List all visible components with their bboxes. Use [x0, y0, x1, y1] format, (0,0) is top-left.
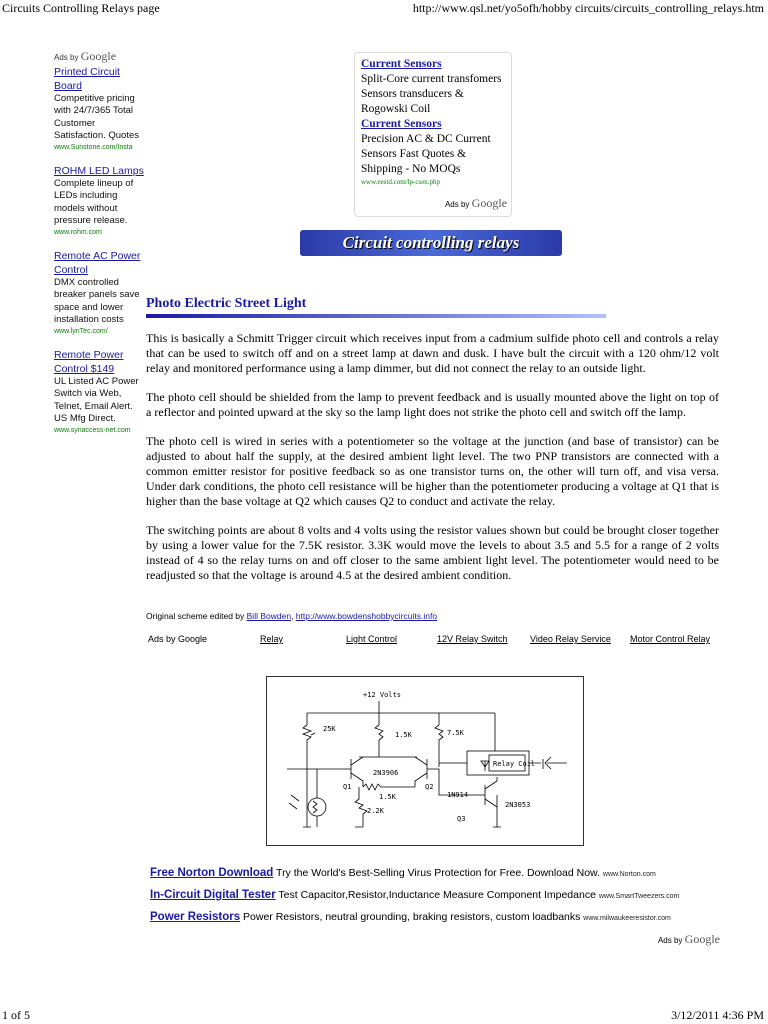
resistor-7-5k: [435, 725, 443, 767]
sidebar-ad[interactable]: [54, 249, 146, 336]
bottom-ad-url[interactable]: www.Norton.com: [602, 871, 656, 878]
paragraph: The photo cell is wired in series with a potentiometer so the voltage at the junction (and base of transistor) can be adjusted to about half the supply, at the desired ambient light level. The two PNP transistors are connected with a common emitter resistor for positive feedback so as one transistor turns on, the other will turn off, and visa versa. Under dark conditions, the photo cell resistance will be higher than the potentiometer producing a voltage at Q1 that is higher than the base voltage at Q2 which causes Q2 to conduct and activate the relay.: [146, 434, 719, 508]
link-bar-link[interactable]: Video Relay Service: [530, 634, 611, 644]
svg-text:Q2: Q2: [425, 783, 434, 791]
bottom-ad[interactable]: [150, 863, 730, 885]
diode-1n914: [481, 761, 489, 771]
sidebar-ad-desc: Complete lineup of LEDs including models without pressure release.: [54, 177, 134, 226]
sidebar-ad-url[interactable]: www.rohm.com: [54, 228, 102, 236]
source-link[interactable]: http://www.bowdenshobbycircuits.info: [295, 611, 438, 621]
sidebar-ad-url[interactable]: www.Sunstone.com/Insta: [54, 143, 133, 151]
transistor-q1: [287, 757, 363, 787]
sidebar-ad-title[interactable]: Remote Power Control $149: [54, 348, 124, 375]
svg-text:Relay Coil: Relay Coil: [493, 760, 536, 768]
svg-text:1N914: 1N914: [447, 791, 469, 799]
top-ad-url[interactable]: www.eestd.com/lp-csen.php: [361, 178, 441, 186]
bottom-ad[interactable]: [150, 885, 730, 907]
link-bar-link[interactable]: Relay: [260, 634, 284, 644]
sidebar-ad-title[interactable]: Printed Circuit Board: [54, 65, 120, 92]
top-ad-box: [354, 52, 512, 217]
sidebar-ad-url[interactable]: www.lynTec.com/: [54, 327, 108, 335]
potentiometer-25k: [303, 725, 311, 755]
link-bar-link[interactable]: 12V Relay Switch: [437, 634, 508, 644]
bottom-ads: [150, 863, 730, 951]
print-datetime: 3/12/2011 4:36 PM: [671, 1008, 764, 1022]
bottom-ad-desc: Test Capacitor,Resistor,Inductance Measure Component Impedance: [275, 889, 599, 901]
paragraph: The switching points are about 8 volts and 4 volts using the resistor values shown but could be brought closer together by using a lower value for the 7.5K resistor. 3.3K would move the levels to about 3.5 and 5.5 for a range of 2 volts instead of 4 so the relay turns on and off closer to the same ambient light level. The potentiometer would need to be readjusted so that the voltage is around 4.5 at the desired ambient condition.: [146, 523, 719, 582]
credit-line: Original scheme edited by Bill Bowden, http://www.bowdenshobbycircuits.info: [146, 611, 438, 621]
ads-by-google-label: Ads by Google: [444, 196, 507, 210]
top-ad-title[interactable]: Current Sensors: [361, 118, 442, 130]
sidebar-ad-desc: Competitive pricing with 24/7/365 Total Customer Satisfaction. Quotes: [54, 92, 140, 141]
bottom-ad-title[interactable]: In-Circuit Digital Tester: [150, 889, 276, 901]
bottom-ad-title[interactable]: Power Resistors: [150, 911, 241, 923]
sidebar-ad[interactable]: [54, 164, 146, 237]
author-link[interactable]: Bill Bowden: [246, 611, 292, 621]
page-banner: Circuit controlling relays: [300, 230, 562, 256]
top-ad-desc: Split-Core current transfomers Sensors transducers & Rogowski Coil: [361, 73, 502, 115]
bottom-ad-url[interactable]: www.SmartTweezers.com: [598, 893, 680, 900]
section-title: Photo Electric Street Light: [146, 296, 307, 311]
sidebar-ad[interactable]: [54, 65, 146, 152]
svg-text:2N3906: 2N3906: [373, 769, 399, 777]
sidebar-ads: [54, 50, 146, 447]
transistor-q3: [439, 777, 497, 827]
sidebar-ad-title[interactable]: ROHM LED Lamps: [54, 164, 144, 177]
print-header: [0, 0, 768, 16]
paragraph: The photo cell should be shielded from the lamp to prevent feedback and is usually mounted above the light on top of a reflector and pointed upward at the sky so the lamp light does not strike the photo cell and switch off the lamp.: [146, 390, 719, 419]
supply-label: +12 Volts: [363, 691, 401, 699]
sidebar-ad-desc: DMX controlled breaker panels save space and lower installation costs: [54, 276, 140, 325]
svg-text:7.5K: 7.5K: [447, 729, 464, 737]
ads-by-google-label: Ads by Google: [657, 932, 720, 946]
svg-text:1.5K: 1.5K: [379, 793, 396, 801]
top-ad-desc: Precision AC & DC Current Sensors Fast Quotes & Shipping - No MOQs: [361, 133, 491, 175]
link-bar-link[interactable]: Light Control: [346, 634, 398, 644]
resistor-1-5k: [359, 725, 417, 757]
svg-text:2.2K: 2.2K: [367, 807, 384, 815]
article-body: [146, 331, 719, 597]
bottom-ad-desc: Try the World's Best-Selling Virus Protection for Free. Download Now.: [273, 867, 603, 879]
sidebar-ad-title[interactable]: Remote AC Power Control: [54, 249, 141, 276]
link-bar-link[interactable]: Motor Control Relay: [630, 634, 711, 644]
sidebar-ad-desc: UL Listed AC Power Switch via Web, Telnet, Email Alert. US Mfg Direct.: [54, 375, 139, 424]
print-footer: [0, 1008, 768, 1024]
page-url: http://www.qsl.net/yo5ofh/hobby circuits/circuits_controlling_relays.htm: [412, 1, 764, 15]
light-arrows: [289, 795, 299, 809]
bottom-ad[interactable]: [150, 907, 730, 929]
circuit-schematic: [266, 676, 584, 846]
bottom-ad-title[interactable]: Free Norton Download: [150, 867, 274, 879]
resistor-1-5k-emitter: [363, 784, 415, 790]
bottom-ad-url[interactable]: www.milwaukeeresistor.com: [583, 915, 671, 922]
page-title: Circuits Controlling Relays page: [2, 1, 160, 15]
top-ad-title[interactable]: Current Sensors: [361, 58, 442, 70]
page-number: 1 of 5: [2, 1008, 30, 1022]
title-underline: [146, 314, 606, 318]
svg-text:2N3053: 2N3053: [505, 801, 531, 809]
photo-cell: [308, 798, 326, 816]
sidebar-ad-url[interactable]: www.synaccess-net.com: [54, 426, 131, 434]
ads-by-google-label: Ads by Google: [54, 49, 117, 63]
svg-text:25K: 25K: [323, 725, 336, 733]
schematic-drawing: [267, 677, 583, 845]
svg-text:1.5K: 1.5K: [395, 731, 412, 739]
svg-text:Q3: Q3: [457, 815, 466, 823]
paragraph: This is basically a Schmitt Trigger circuit which receives input from a cadmium sulfide photo cell and controls a relay that can be used to switch off and on a street lamp at dawn and dusk. I have bult the circuit with a 120 ohm/12 volt relay and monitored performance using a lamp dimmer, but did not connect the relay to an outside light.: [146, 331, 719, 375]
resistor-2-2k: [355, 787, 367, 827]
bottom-ad-desc: Power Resistors, neutral grounding, braking resistors, custom loadbanks: [240, 911, 584, 923]
svg-text:Q1: Q1: [343, 783, 352, 791]
sidebar-ad[interactable]: [54, 348, 146, 435]
link-bar-label: Ads by Google: [148, 634, 208, 644]
